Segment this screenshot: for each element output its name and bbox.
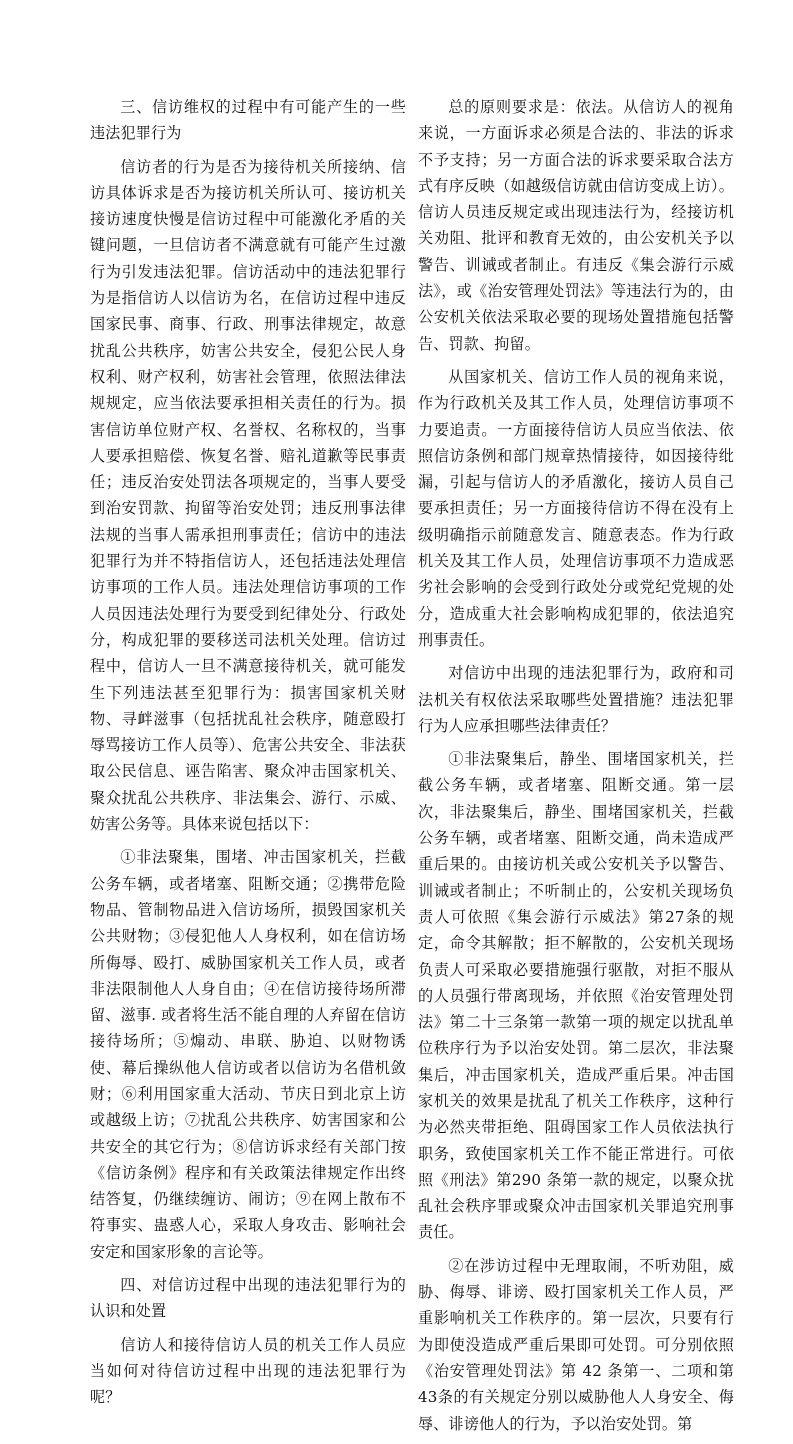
paragraph: 对信访中出现的违法犯罪行为，政府和司法机关有权依法采取哪些处置措施？违法犯罪行为人应承担哪些法律责任？ bbox=[418, 664, 734, 735]
paragraph: ②在涉访过程中无理取闹，不听劝阻，威胁、侮辱、诽谤、殴打国家机关工作人员，严重影响机关工作秩序的。第一层次，只要有行为即使没造成严重后果即可处罚。可分别依照《治安管理处罚法》第 42 条第一、二项和第43条的有关规定分别以威胁他人人身安全、侮辱、诽谤他人的行为，予以治安处罚。第 bbox=[418, 1256, 734, 1433]
paragraph: ①非法聚集后，静坐、围堵国家机关，拦截公务车辆，或者堵塞、阻断交通。第一层次，非法聚集后，静坐、围堵国家机关，拦截公务车辆，或者堵塞、阻断交通，尚未造成严重后果的。由接访机关或公安机关予以警告、训诫或者制止；不听制止的，公安机关现场负责人可依照《集会游行示威法》第27条的规定，命令其解散；拒不解散的，公安机关现场负责人可采取必要措施强行驱散，对拒不服从的人员强行带离现场，并依照《治安管理处罚法》第二十三条第一款第一项的规定以扰乱单位秩序行为予以治安处罚。第二层次，非法聚集后，冲击国家机关，造成严重后果。冲击国家机关的效果是扰乱了机关工作秩序，这种行为必然夹带拒绝、阻碍国家工作人员依法执行职务，致使国家机关工作不能正常进行。可依照《刑法》第290 条第一款的规定，以聚众扰乱社会秩序罪或聚众冲击国家机关罪追究刑事责任。 bbox=[418, 750, 734, 1242]
paragraph: 总的原则要求是：依法。从信访人的视角来说，一方面诉求必须是合法的、非法的诉求不予支持；另一方面合法的诉求要采取合法方式有序反映（如越级信访就由信访变成上访）。信访人员违反规定或出现违法行为，经接访机关劝阻、批评和教育无效的，由公安机关予以警告、训诫或者制止。有违反《集会游行示威法》，或《治安管理处罚法》等违法行为的，由公安机关依法采取必要的现场处置措施包括警告、罚款、拘留。 bbox=[418, 98, 734, 353]
section-heading-3: 三、信访维权的过程中有可能产生的一些违法犯罪行为 bbox=[90, 98, 406, 143]
paragraph: 信访者的行为是否为接待机关所接纳、信访具体诉求是否为接访机关所认可、接访机关接访速度快慢是信访过程中可能激化矛盾的关键问题，一旦信访者不满意就有可能产生过激行为引发违法犯罪。信访活动中的违法犯罪行为是指信访人以信访为名，在信访过程中违反国家民事、商事、行政、刑事法律规定，故意扰乱公共秩序，妨害公共安全，侵犯公民人身权利、财产权利，妨害社会管理，依照法律法规规定，应当依法要承担相关责任的行为。损害信访单位财产权、名誉权、名称权的，当事人要承担赔偿、恢复名誉、赔礼道歉等民事责任；违反治安处罚法各项规定的，当事人要受到治安罚款、拘留等治安处罚；违反刑事法律法规的当事人需承担刑事责任；信访中的违法犯罪行为并不特指信访人，还包括违法处理信访事项的工作人员。违法处理信访事项的工作人员因违法处理行为要受到纪律处分、行政处分，构成犯罪的要移送司法机关处理。信访过程中，信访人一旦不满意接待机关，就可能发生下列违法甚至犯罪行为：损害国家机关财物、寻衅滋事（包括扰乱社会秩序，随意殴打辱骂接访工作人员等）、危害公共安全、非法获取公民信息、诬告陷害、聚众冲击国家机关、聚众扰乱公共秩序、非法集会、游行、示威、妨害公务等。具体来说包括以下： bbox=[90, 157, 406, 834]
paragraph: ①非法聚集，围堵、冲击国家机关，拦截公务车辆，或者堵塞、阻断交通；②携带危险物品、管制物品进入信访场所，损毁国家机关公共财物；③侵犯他人人身权利，如在信访场所侮辱、殴打、威胁国家机关工作人员，或者非法限制他人人身自由；④在信访接待场所滞留、滋事. 或者将生活不能自理的人弃留在信访接待场所；⑤煽动、串联、胁迫、以财物诱使、幕后操纵他人信访或者以信访为名借机敛财；⑥利用国家重大活动、节庆日到北京上访或越级上访；⑦扰乱公共秩序、妨害国家和公共安全的其它行为；⑧信访诉求经有关部门按《信访条例》程序和有关政策法律规定作出终结答复，仍继续缠访、闹访；⑨在网上散布不符事实、蛊惑人心，采取人身攻击、影响社会安定和国家形象的言论等。 bbox=[90, 848, 406, 1261]
left-column bbox=[90, 94, 406, 1418]
right-column bbox=[418, 94, 734, 1444]
paragraph: 从国家机关、信访工作人员的视角来说，作为行政机关及其工作人员，处理信访事项不力要追责。一方面接待信访人员应当依法、依照信访条例和部门规章热情接待，如因接待纰漏，引起与信访人的矛盾激化，接访人员自己要承担责任；另一方面接待信访不得在没有上级明确指示前随意发言、随意表态。作为行政机关及其工作人员，处理信访事项不力造成恶劣社会影响的会受到行政处分或党纪党规的处分，造成重大社会影响构成犯罪的，依法追究刑事责任。 bbox=[418, 367, 734, 649]
paragraph: 信访人和接待信访人员的机关工作人员应当如何对待信访过程中出现的违法犯罪行为呢？ bbox=[90, 1335, 406, 1407]
section-heading-4: 四、对信访过程中出现的违法犯罪行为的认识和处置 bbox=[90, 1276, 406, 1321]
